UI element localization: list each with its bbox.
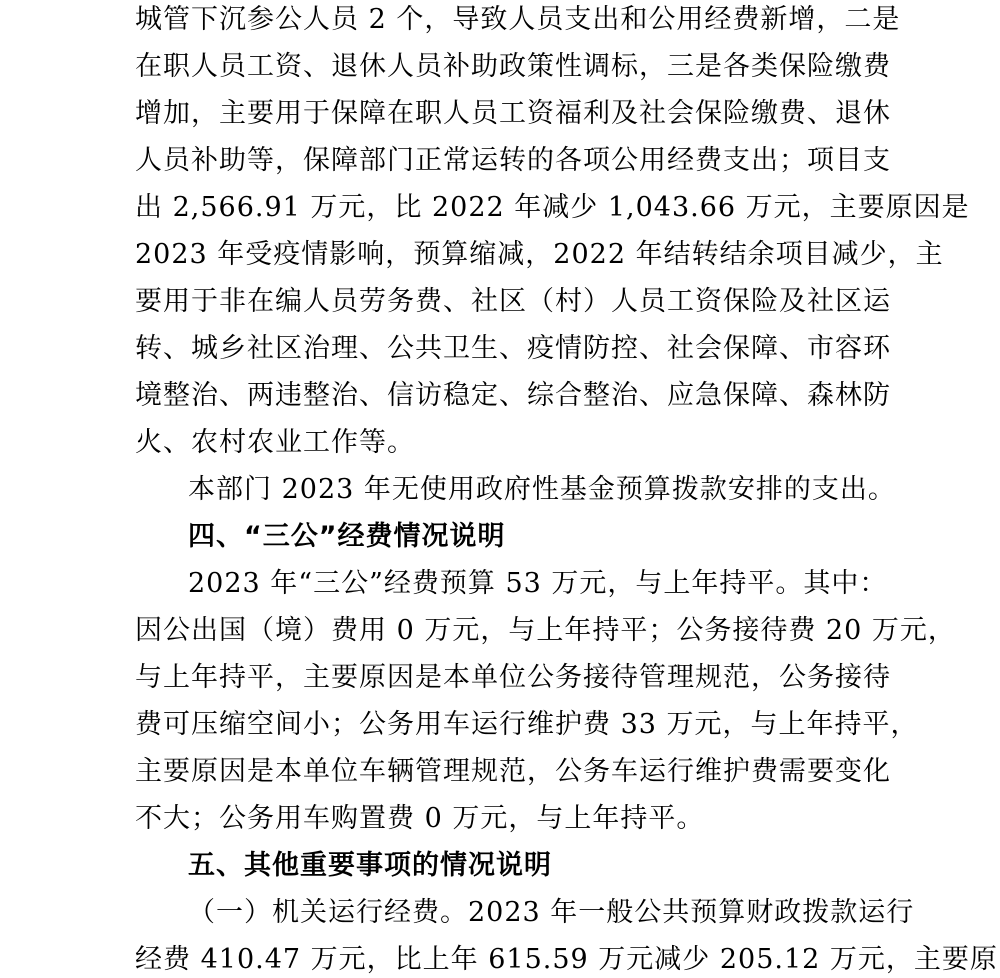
body-text-line: 人员补助等，保障部门正常运转的各项公用经费支出；项目支: [135, 145, 891, 176]
body-text-line: 城管下沉参公人员 2 个，导致人员支出和公用经费新增，二是: [135, 4, 901, 35]
government-fund-statement: 本部门 2023 年无使用政府性基金预算拨款安排的支出。: [188, 474, 896, 505]
body-text-line: 费可压缩空间小；公务用车运行维护费 33 万元，与上年持平，: [135, 709, 919, 740]
body-text-line: 在职人员工资、退休人员补助政策性调标，三是各类保险缴费: [135, 51, 891, 82]
section-heading-three-public-expenses: 四、“三公”经费情况说明: [188, 521, 506, 552]
body-text-line: 要用于非在编人员劳务费、社区（村）人员工资保险及社区运: [135, 286, 891, 317]
body-text-line: 因公出国（境）费用 0 万元，与上年持平；公务接待费 20 万元，: [135, 615, 956, 646]
body-text-line: 境整治、两违整治、信访稳定、综合整治、应急保障、森林防: [135, 380, 891, 411]
body-text-line: （一）机关运行经费。2023 年一般公共预算财政拨款运行: [188, 897, 915, 928]
section-heading-other-matters: 五、其他重要事项的情况说明: [188, 850, 552, 881]
body-text-line: 增加，主要用于保障在职人员工资福利及社会保险缴费、退休: [135, 98, 891, 129]
body-text-line: 主要原因是本单位车辆管理规范，公务车运行维护费需要变化: [135, 756, 891, 787]
body-text-line: 与上年持平，主要原因是本单位公务接待管理规范，公务接待: [135, 662, 891, 693]
body-text-line: 火、农村农业工作等。: [135, 427, 415, 458]
body-text-line: 2023 年“三公”经费预算 53 万元，与上年持平。其中：: [188, 568, 888, 599]
body-text-line: 经费 410.47 万元，比上年 615.59 万元减少 205.12 万元，主要原: [135, 944, 998, 975]
body-text-line: 转、城乡社区治理、公共卫生、疫情防控、社会保障、市容环: [135, 333, 891, 364]
body-text-line: 不大；公务用车购置费 0 万元，与上年持平。: [135, 803, 705, 834]
body-text-line: 2023 年受疫情影响，预算缩减，2022 年结转结余项目减少，主: [135, 239, 944, 270]
body-text-line: 出 2,566.91 万元，比 2022 年减少 1,043.66 万元，主要原因是: [135, 192, 970, 223]
